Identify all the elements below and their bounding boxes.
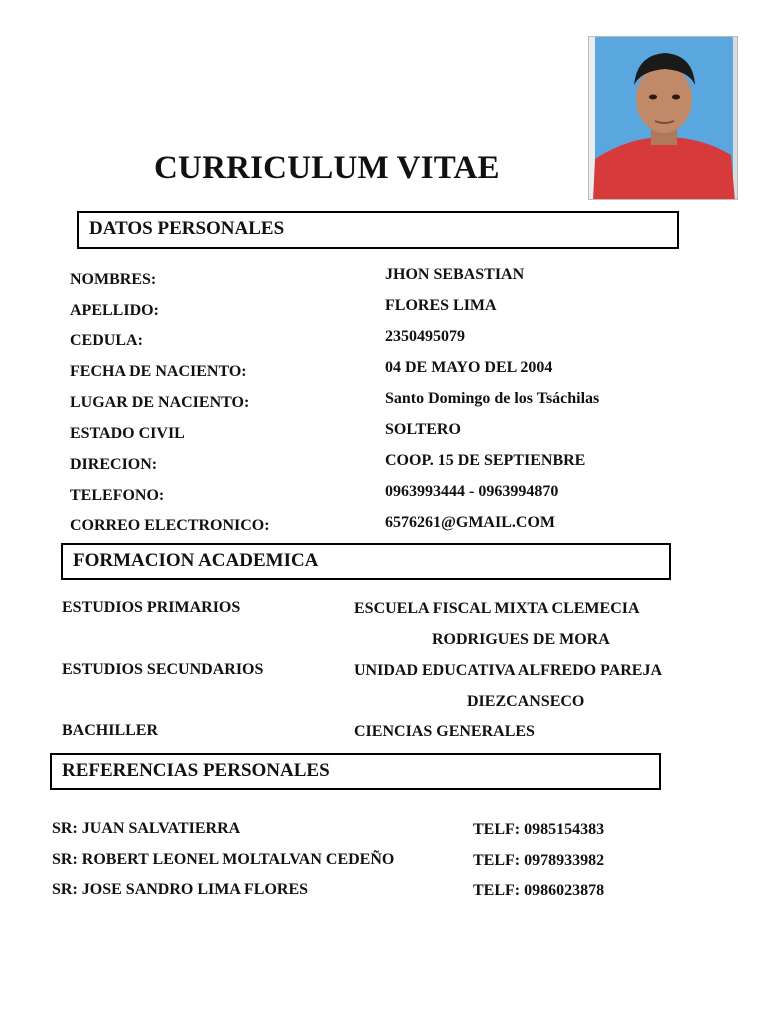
value-estado-civil: SOLTERO	[385, 421, 461, 438]
value-primarios-line2: RODRIGUES DE MORA	[432, 631, 610, 648]
value-direccion: COOP. 15 DE SEPTIENBRE	[385, 452, 586, 469]
reference-name-2: SR: ROBERT LEONEL MOLTALVAN CEDEÑO	[52, 851, 395, 868]
value-nombres: JHON SEBASTIAN	[385, 266, 525, 283]
label-primarios: ESTUDIOS PRIMARIOS	[62, 599, 241, 616]
label-nombres: NOMBRES:	[70, 271, 157, 288]
value-secundarios-line1: UNIDAD EDUCATIVA ALFREDO PAREJA	[354, 662, 663, 679]
value-secundarios-line2: DIEZCANSECO	[467, 693, 585, 710]
reference-name-3: SR: JOSE SANDRO LIMA FLORES	[52, 881, 309, 898]
value-fecha: 04 DE MAYO DEL 2004	[385, 359, 553, 376]
label-telefono: TELEFONO:	[70, 487, 165, 504]
reference-name-1: SR: JUAN SALVATIERRA	[52, 820, 241, 837]
reference-phone-3: TELF: 0986023878	[473, 882, 605, 899]
profile-photo	[588, 36, 738, 200]
value-cedula: 2350495079	[385, 328, 465, 345]
label-estado-civil: ESTADO CIVIL	[70, 425, 185, 442]
label-correo: CORREO ELECTRONICO:	[70, 517, 270, 534]
reference-phone-2: TELF: 0978933982	[473, 852, 605, 869]
portrait-image	[589, 37, 738, 200]
section-title-academic: FORMACION ACADEMICA	[73, 550, 319, 571]
page-title: CURRICULUM VITAE	[154, 150, 500, 186]
value-lugar: Santo Domingo de los Tsáchilas	[385, 390, 600, 407]
reference-phone-1: TELF: 0985154383	[473, 821, 605, 838]
section-header-personal	[77, 211, 679, 249]
value-apellido: FLORES LIMA	[385, 297, 497, 314]
label-secundarios: ESTUDIOS SECUNDARIOS	[62, 661, 264, 678]
value-bachiller: CIENCIAS GENERALES	[354, 723, 535, 740]
section-header-references	[50, 753, 661, 790]
label-cedula: CEDULA:	[70, 332, 143, 349]
section-header-academic	[61, 543, 671, 580]
label-fecha: FECHA DE NACIENTO:	[70, 363, 247, 380]
label-direccion: DIRECION:	[70, 456, 158, 473]
section-title-references: REFERENCIAS PERSONALES	[62, 760, 330, 781]
label-lugar: LUGAR DE NACIENTO:	[70, 394, 250, 411]
value-primarios-line1: ESCUELA FISCAL MIXTA CLEMECIA	[354, 600, 640, 617]
value-correo: 6576261@GMAIL.COM	[385, 514, 555, 531]
value-telefono: 0963993444 - 0963994870	[385, 483, 559, 500]
section-title-personal: DATOS PERSONALES	[89, 218, 285, 239]
label-apellido: APELLIDO:	[70, 302, 159, 319]
label-bachiller: BACHILLER	[62, 722, 159, 739]
